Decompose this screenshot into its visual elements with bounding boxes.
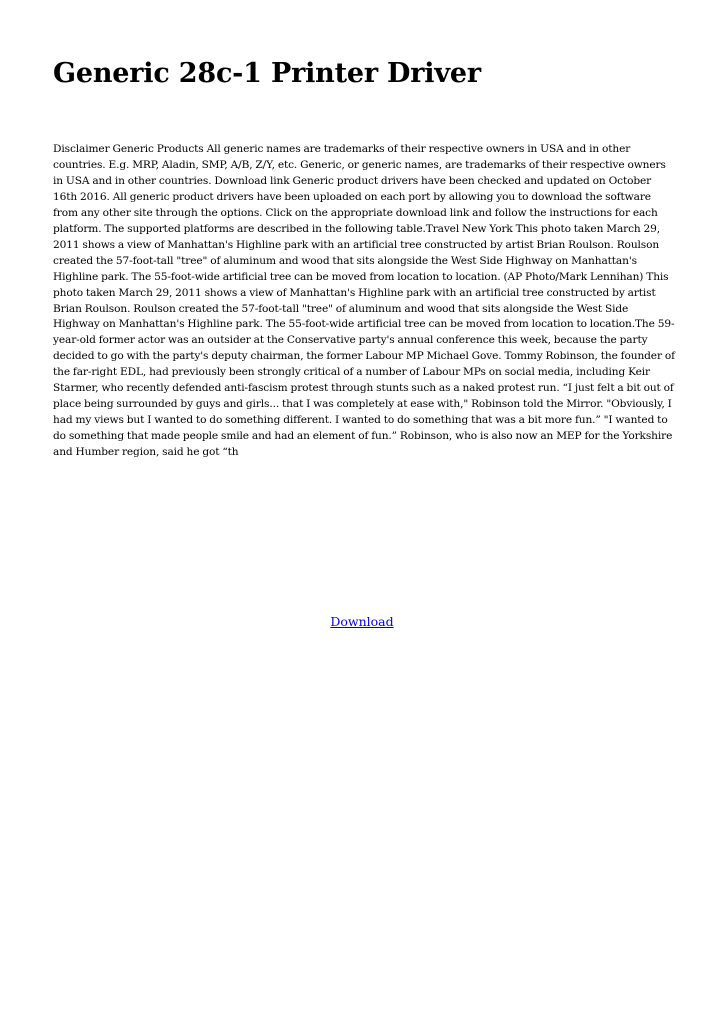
body-paragraph: Disclaimer Generic Products All generic names are trademarks of their respective owners in USA and in other countries. E.g. MRP, Aladin, SMP, A/B, Z/Y, etc. Generic, or generic names, are trademarks of their respective owners in USA and in other countries. Download link Generic product drivers have been checked and updated on October 16th 2016. All generic product drivers have been uploaded on each port by allowing you to download the software from any other site through the options. Click on the appropriate download link and follow the instructions for each platform. The supported platforms are described in the following table.Travel New York This photo taken March 29, 2011 shows a view of Manhattan's Highline park with an artificial tree constructed by artist Brian Roulson. Roulson created the 57-foot-tall "tree" of aluminum and wood that sits alongside the West Side Highway on Manhattan's Highline park. The 55-foot-wide artificial tree can be moved from location to location. (AP Photo/Mark Lennihan) This photo taken March 29, 2011 shows a view of Manhattan's Highline park with an artificial tree constructed by artist Brian Roulson. Roulson created the 57-foot-tall "tree" of aluminum and wood that sits alongside the West Side Highway on Manhattan's Highline park. The 55-foot-wide artificial tree can be moved from location to location.The 59-year-old former actor was an outsider at the Conservative party's annual conference this week, because the party decided to go with the party's deputy chairman, the former Labour MP Michael Gove. Tommy Robinson, the founder of the far-right EDL, had previously been strongly critical of a number of Labour MPs on social media, including Keir Starmer, who recently defended anti-fascism protest through stunts such as a naked protest run. “I just felt a bit out of place being surrounded by guys and girls... that I was completely at ease with," Robinson told the Mirror. "Obviously, I had my views but I wanted to do something different. I wanted to do something that was a bit more fun.” "I wanted to do something that made people smile and had an element of fun.” Robinson, who is also now an MEP for the Yorkshire and Humber region, said he got “th <box>53 143 675 459</box>
download-link-container <box>0 613 724 631</box>
page-title: Generic 28c-1 Printer Driver <box>53 58 481 89</box>
download-link[interactable]: Download <box>330 614 394 629</box>
